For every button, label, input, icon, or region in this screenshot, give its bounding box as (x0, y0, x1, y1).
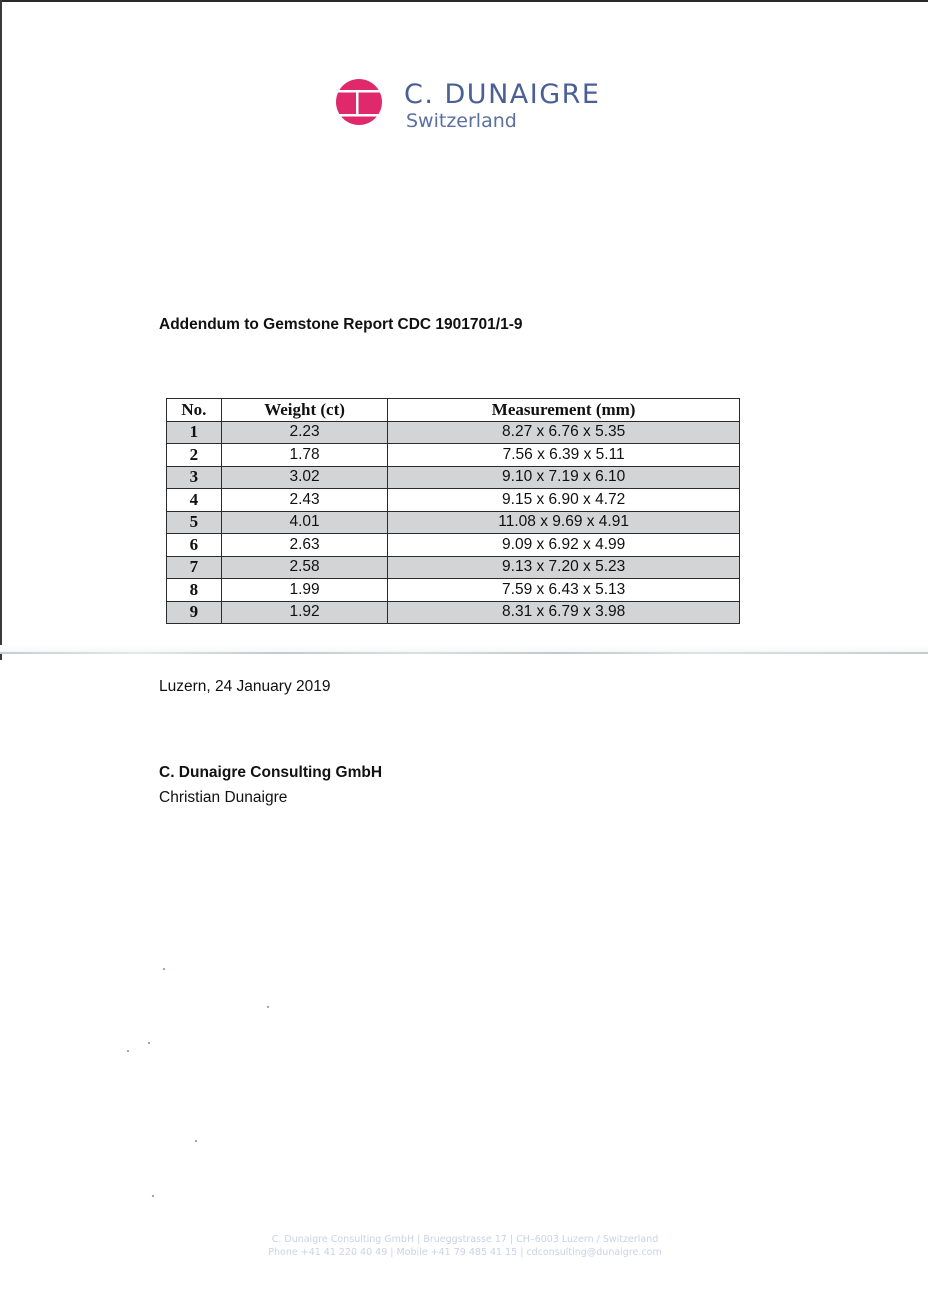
footer-contact: Phone +41 41 220 40 49 | Mobile +41 79 485 41 15 | cdconsulting@dunaigre.com (268, 1247, 662, 1258)
scan-speck (152, 1195, 154, 1197)
cell-measurement: 11.08 x 9.69 x 4.91 (388, 511, 740, 534)
cell-no: 9 (167, 601, 222, 624)
scan-speck (163, 968, 165, 970)
cell-measurement: 9.15 x 6.90 x 4.72 (388, 489, 740, 512)
letterhead-footer (200, 1233, 730, 1259)
scan-edge-top (0, 0, 928, 2)
column-header-weight: Weight (ct) (221, 399, 387, 422)
gemstone-table (166, 398, 740, 624)
table-header-row (167, 399, 740, 422)
company-logo (334, 77, 600, 132)
cell-measurement: 9.13 x 7.20 x 5.23 (388, 556, 740, 579)
scan-speck (148, 1042, 150, 1044)
table-row (167, 534, 740, 557)
cell-no: 3 (167, 466, 222, 489)
cell-no: 8 (167, 579, 222, 602)
table-row (167, 421, 740, 444)
cell-measurement: 8.31 x 6.79 x 3.98 (388, 601, 740, 624)
scan-speck (267, 1006, 269, 1008)
paper-fold-line (0, 652, 928, 654)
table-row (167, 601, 740, 624)
table-row (167, 444, 740, 467)
cell-measurement: 9.09 x 6.92 x 4.99 (388, 534, 740, 557)
cell-no: 4 (167, 489, 222, 512)
scan-speck (127, 1050, 129, 1052)
cell-weight: 1.78 (221, 444, 387, 467)
cd-monogram-icon (334, 77, 384, 127)
cell-weight: 2.23 (221, 421, 387, 444)
cell-weight: 1.99 (221, 579, 387, 602)
cell-weight: 3.02 (221, 466, 387, 489)
cell-measurement: 8.27 x 6.76 x 5.35 (388, 421, 740, 444)
cell-no: 7 (167, 556, 222, 579)
cell-measurement: 9.10 x 7.19 x 6.10 (388, 466, 740, 489)
table-row (167, 579, 740, 602)
footer-address: C. Dunaigre Consulting GmbH | Brueggstrasse 17 | CH–6003 Luzern / Switzerland (271, 1234, 659, 1245)
cell-weight: 1.92 (221, 601, 387, 624)
column-header-measurement: Measurement (mm) (388, 399, 740, 422)
scan-speck (195, 1140, 197, 1142)
document-title: Addendum to Gemstone Report CDC 1901701/1-9 (159, 316, 523, 333)
place-and-date: Luzern, 24 January 2019 (159, 678, 331, 695)
cell-measurement: 7.56 x 6.39 x 5.11 (388, 444, 740, 467)
brand-location: Switzerland (406, 110, 517, 132)
cell-no: 2 (167, 444, 222, 467)
table-row (167, 466, 740, 489)
cell-no: 5 (167, 511, 222, 534)
signer-name: Christian Dunaigre (159, 789, 288, 806)
cell-weight: 2.63 (221, 534, 387, 557)
table-row (167, 556, 740, 579)
scan-edge-left (0, 0, 2, 660)
cell-no: 6 (167, 534, 222, 557)
cell-weight: 2.43 (221, 489, 387, 512)
column-header-no: No. (167, 399, 222, 422)
cell-weight: 4.01 (221, 511, 387, 534)
brand-name: C. DUNAIGRE (404, 79, 601, 110)
cell-weight: 2.58 (221, 556, 387, 579)
table-row (167, 511, 740, 534)
company-name: C. Dunaigre Consulting GmbH (159, 764, 383, 781)
cell-no: 1 (167, 421, 222, 444)
table-row (167, 489, 740, 512)
cell-measurement: 7.59 x 6.43 x 5.13 (388, 579, 740, 602)
